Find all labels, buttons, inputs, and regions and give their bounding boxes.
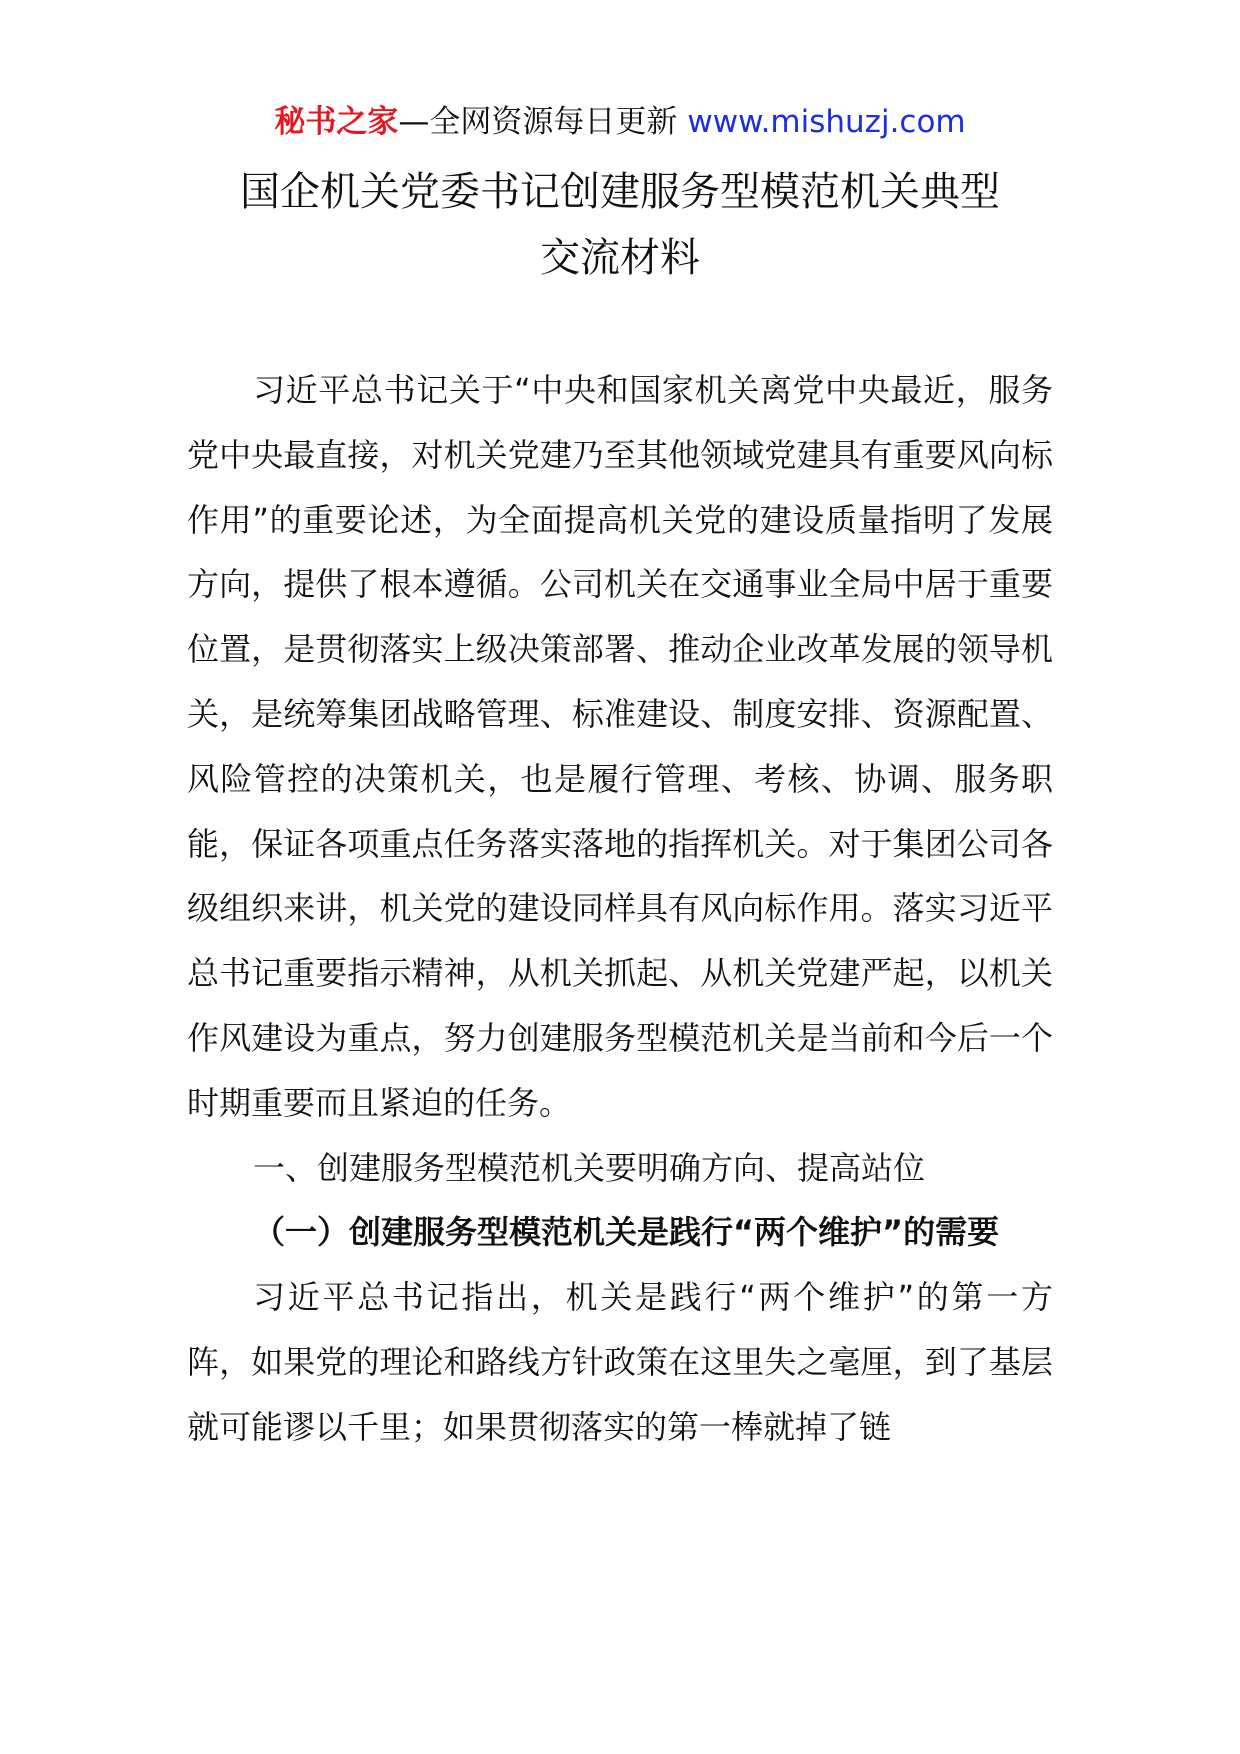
- body-paragraph-2: 习近平总书记指出，机关是践行“两个维护”的第一方阵，如果党的理论和路线方针政策在这里失之毫厘，到了基层就可能谬以千里；如果贯彻落实的第一棒就掉了链: [187, 1278, 1053, 1446]
- document-title-line-1: 国企机关党委书记创建服务型模范机关典型: [240, 169, 1000, 215]
- subsection-heading-1: （一）创建服务型模范机关是践行“两个维护”的需要: [253, 1213, 1000, 1252]
- document-title-line-2: 交流材料: [540, 235, 700, 281]
- site-header: [0, 100, 1240, 144]
- site-url-link[interactable]: www.mishuzj.com: [687, 104, 966, 140]
- document-body: [187, 358, 1053, 1460]
- section-heading-1: 一、创建服务型模范机关要明确方向、提高站位: [253, 1148, 926, 1187]
- body-paragraph-1: 习近平总书记关于“中央和国家机关离党中央最近，服务党中央最直接，对机关党建乃至其他领域党建具有重要风向标作用”的重要论述，为全面提高机关党的建设质量指明了发展方向，提供了根本遵循。公司机关在交通事业全局中居于重要位置，是贯彻落实上级决策部署、推动企业改革发展的领导机关，是统筹集团战略管理、标准建设、制度安排、资源配置、风险管控的决策机关，也是履行管理、考核、协调、服务职能，保证各项重点任务落实落地的指挥机关。对于集团公司各级组织来讲，机关党的建设同样具有风向标作用。落实习近平总书记重要指示精神，从机关抓起、从机关党建严起，以机关作风建设为重点，努力创建服务型模范机关是当前和今后一个时期重要而且紧迫的任务。: [187, 371, 1053, 1122]
- brand-name: 秘书之家: [274, 104, 399, 140]
- header-tagline: —全网资源每日更新: [398, 104, 678, 140]
